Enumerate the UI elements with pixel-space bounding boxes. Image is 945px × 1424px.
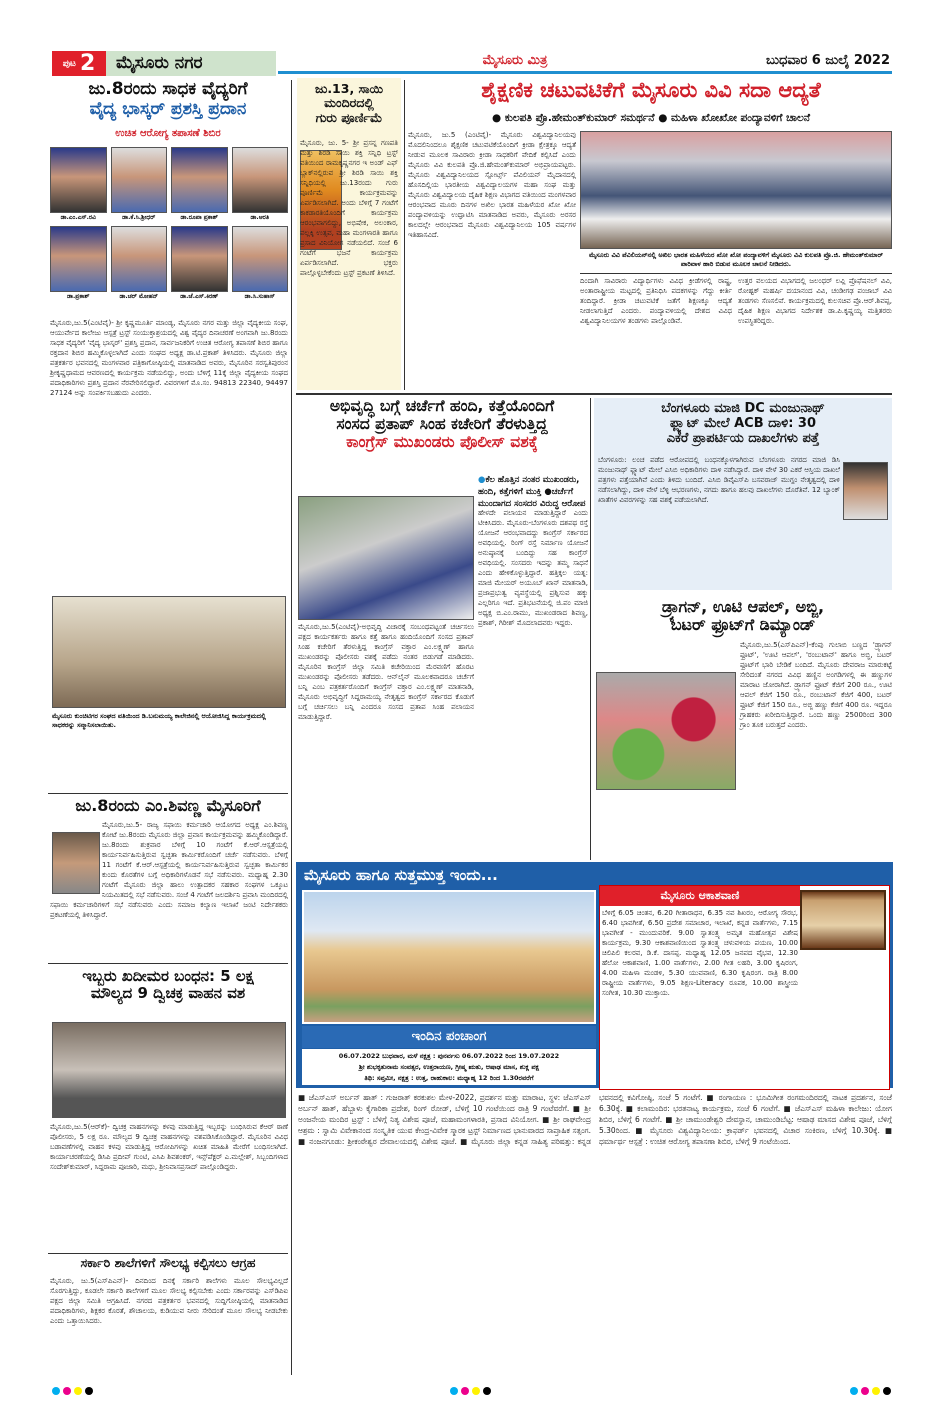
subhead-1: ಕುಲಪತಿ ಪ್ರೊ.ಹೇಮಂತ್‌ಕುಮಾರ್ ಸಮರ್ಥನೆ	[504, 112, 655, 124]
radio-icon	[800, 890, 886, 950]
radio-schedule-cont	[602, 955, 888, 1087]
doctor-portrait	[50, 226, 107, 302]
panchanga-box	[302, 1049, 596, 1085]
bullet-2: ಚರ್ಚೆಗೆ ಮುಂದಾಗದ ಸಂಸದರ ವಿರುದ್ಧ ಆರೋಪ	[478, 487, 586, 509]
congress-headline	[296, 398, 588, 451]
acb-body: ಬೆಂಗಳೂರು: ಲಂಚ ಪಡೆದ ಆರೋಪದಲ್ಲಿ ಬಂಧನಕ್ಕೊಳಗಾಗಿರುವ ಬೆಂಗಳೂರು ನಗರದ ಮಾಜಿ ಡಿಸಿ ಮಂಜುನಾಥ್ ಫ್ಲ್ಯಾಟ್ ಮೇಲೆ ಎಸಿಬಿ ಅಧಿಕಾರಿಗಳು ದಾಳಿ ನಡೆಸಿದ್ದಾರೆ. ದಾಳಿ ವೇಳೆ 30 ಎಕರೆ ಆಸ್ತಿಯ ದಾಖಲೆ ಪತ್ರಗಳು ಪತ್ತೆಯಾಗಿವೆ ಎಂದು ತಿಳಿದು ಬಂದಿದೆ. ಎಸಿಬಿ ಡಿವೈಎಸ್‌ಪಿ ಬಸವರಾಜ್ ಮುಗ್ದಂ ನೇತೃತ್ವದಲ್ಲಿ ದಾಳಿ ನಡೆಸಲಾಗಿದ್ದು, ದಾಳಿ ವೇಳೆ ಬೆಳ್ಳಿ ಆಭರಣಗಳು, ನಗದು ಹಾಗೂ ಹಲವು ದಾಖಲೆಗಳು ದೊರೆತಿವೆ. 12 ಬ್ಯಾಂಕ್ ಖಾತೆಗಳ ವಿವರಗಳನ್ನು ಸಹ ವಶಕ್ಕೆ ಪಡೆಯಲಾಗಿದೆ.	[598, 456, 840, 504]
headline-line: ಡ್ರ್ಯಾಗನ್, ಊಟಿ ಆಪಲ್, ಅಬ್ಜಿ,	[661, 597, 825, 616]
portrait-photo	[111, 226, 168, 292]
lead-body-1: ಮೈಸೂರು, ಜು.5 (ಎಂಟಿವೈ)- ಮೈಸೂರು ವಿಶ್ವವಿದ್ಯಾನಿಲಯವು ಮೊದಲಿನಿಂದಲೂ ಶೈಕ್ಷಣಿಕ ಚಟುವಟಿಕೆಯೊಂದಿಗೆ ಕ್ರೀಡಾ ಕ್ಷೇತ್ರಕ್ಕೂ ಆದ್ಯತೆ ನೀಡುವ ಮೂಲಕ ಸಾವಿರಾರು ಕ್ರೀಡಾ ಸಾಧಕರಿಗೆ ವೇದಿಕೆ ಕಲ್ಪಿಸಿದೆ ಎಂದು ಮೈಸೂರು ವಿವಿ ಕುಲಪತಿ ಪ್ರೊ.ಜಿ.ಹೇಮಂತ್‌ಕುಮಾರ್ ಅಭಿಪ್ರಾಯಪಟ್ಟರು. ಮೈಸೂರು ವಿಶ್ವವಿದ್ಯಾನಿಲಯದ ಸ್ಪೋರ್ಟ್ಸ್ ಪೆವಿಲಿಯನ್ ಮೈದಾನದಲ್ಲಿ ಹೊಸದಿಲ್ಲಿಯ ಭಾರತೀಯ ವಿಶ್ವವಿದ್ಯಾಲಯಗಳ ಮಹಾ ಸಂಘ ಮತ್ತು ಮೈಸೂರು ವಿಶ್ವವಿದ್ಯಾಲಯ ದೈಹಿಕ ಶಿಕ್ಷಣ ವಿಭಾಗದ ವತಿಯಿಂದ ಮಂಗಳವಾರ ಆರಂಭವಾದ ಮೂರು ದಿನಗಳ ಅಖಿಲ ಭಾರತ ಮಹಿಳೆಯರ ಖೋ ಖೋ ಪಂದ್ಯಾವಳಿಯನ್ನು ಉದ್ಘಾಟಿಸಿ ಮಾತನಾಡಿದ ಅವರು, ಮೈಸೂರು ಅರಸರ ಕಾಲದಲ್ಲೇ ಆರಂಭವಾದ ಮೈಸೂರು ವಿಶ್ವವಿದ್ಯಾನಿಲಯ 105 ವರ್ಷಗಳ ಇತಿಹಾಸವಿದೆ.	[408, 131, 576, 239]
portrait-photo	[111, 147, 168, 213]
portrait-name: ಡಾ.ಪ್ರಕಾಶ್	[67, 293, 90, 300]
page-number-badge	[52, 51, 106, 76]
felicitation-photo	[52, 596, 286, 708]
doctor-award-subhead: ಉಚಿತ ಆರೋಗ್ಯ ತಪಾಸಣೆ ಶಿಬಿರ	[115, 128, 221, 139]
vehicle-theft-headline	[48, 968, 288, 1003]
events-listing: ■ ಜೆಎಸ್‌ಎಸ್ ಅರ್ಬನ್ ಹಾತ್ : ಗುಜರಾತ್ ಕರಕುಶಲ ಮೇಳ-2022, ಪ್ರದರ್ಶನ ಮತ್ತು ಮಾರಾಟ, ಸ್ಥಳ: ಜೆಎಸ್‌ಎಸ್ ಅರ್ಬನ್ ಹಾತ್, ಹೆಬ್ಬಾಳು ಕೈಗಾರಿಕಾ ಪ್ರದೇಶ, ರಿಂಗ್ ರೋಡ್, ಬೆಳಿಗ್ಗೆ 10 ಗಂಟೆಯಿಂದ ರಾತ್ರಿ 9 ಗಂಟೆವರೆಗೆ. ■ ಶ್ರೀ ಅಂಜನೇಯ ಮಂದಿರ ಟ್ರಸ್ಟ್ : ಬೆಳಿಗ್ಗೆ ನಿತ್ಯ ವಿಶೇಷ ಪೂಜೆ, ಮಹಾಮಂಗಳಾರತಿ, ಪ್ರಸಾದ ವಿನಿಯೋಗ. ■ ಶ್ರೀ ರಾಘವೇಂದ್ರ ಆಶ್ರಮ : ಸ್ವಾಮಿ ವಿವೇಕಾನಂದ ಸಂಸ್ಕೃತಿಕ ಯುವ ಕೇಂದ್ರ-ವಿವೇಕ ಸ್ಮಾರಕ ಟ್ರಸ್ಟ್ ನಿರ್ಮಾಣದ ಭಾನುವಾರದ ಸಾಪ್ತಾಹಿಕ ಸತ್ಸಂಗ. ■ ನಂಜನಗೂಡು: ಶ್ರೀಕಂಠೇಶ್ವರ ದೇವಾಲಯದಲ್ಲಿ ವಿಶೇಷ ಪೂಜೆ. ■ ಮೈಸೂರು ಜಿಲ್ಲಾ ಕನ್ನಡ ಸಾಹಿತ್ಯ ಪರಿಷತ್ತು: ಕನ್ನಡ ಭವನದಲ್ಲಿ ಕವಿಗೋಷ್ಠಿ, ಸಂಜೆ 5 ಗಂಟೆಗೆ. ■ ರಂಗಾಯಣ : ಭೂಮಿಗೀತ ರಂಗಮಂದಿರದಲ್ಲಿ ನಾಟಕ ಪ್ರದರ್ಶನ, ಸಂಜೆ 6.30ಕ್ಕೆ. ■ ಕಲಾಮಂದಿರ: ಭರತನಾಟ್ಯ ಕಾರ್ಯಕ್ರಮ, ಸಂಜೆ 6 ಗಂಟೆಗೆ. ■ ಜೆಎಸ್‌ಎಸ್ ಮಹಿಳಾ ಕಾಲೇಜು: ಯೋಗ ಶಿಬಿರ, ಬೆಳಿಗ್ಗೆ 6 ಗಂಟೆಗೆ. ■ ಶ್ರೀ ಚಾಮುಂಡೇಶ್ವರಿ ದೇವಸ್ಥಾನ, ಚಾಮುಂಡಿಬೆಟ್ಟ: ಆಷಾಢ ಮಾಸದ ವಿಶೇಷ ಪೂಜೆ, ಬೆಳಿಗ್ಗೆ 5.30ರಿಂದ. ■ ಮೈಸೂರು ವಿಶ್ವವಿದ್ಯಾನಿಲಯ: ಕ್ರಾಫರ್ಡ್ ಭವನದಲ್ಲಿ ವಿಚಾರ ಸಂಕಿರಣ, ಬೆಳಿಗ್ಗೆ 10.30ಕ್ಕೆ. ■ ಧರ್ಮಾರ್ಥ ಆಸ್ಪತ್ರೆ : ಉಚಿತ ಆರೋಗ್ಯ ತಪಾಸಣಾ ಶಿಬಿರ, ಬೆಳಿಗ್ಗೆ 9 ಗಂಟೆಯಿಂದ.	[298, 1093, 892, 1146]
doctor-portrait	[232, 226, 289, 302]
police-detain-photo	[298, 496, 474, 620]
congress-bullets: ●ಕೆಲ ಹೊತ್ತಿನ ನಂತರ ಮುಖಂಡರು, ಹಂದಿ, ಕತ್ತೆಗಳಿಗೆ ಮುಕ್ತಿ ●ಚರ್ಚೆಗೆ ಮುಂದಾಗದ ಸಂಸದರ ವಿರುದ್ಧ ಆರೋಪ	[478, 475, 586, 509]
fruit-headline	[594, 598, 892, 635]
headline-line: ಅಭಿವೃದ್ಧಿ ಬಗ್ಗೆ ಚರ್ಚೆಗೆ ಹಂದಿ, ಕತ್ತೆಯೊಂದಿಗೆ	[329, 397, 555, 415]
doctor-portrait	[171, 147, 228, 223]
column-divider	[291, 80, 292, 1375]
portrait-photo	[171, 226, 228, 292]
panchanga-line: ತಿಥಿ: ಸಪ್ತಮೀ, ನಕ್ಷತ್ರ : ಉತ್ತ, ರಾಹುಕಾಲ: ಮಧ್ಯಾಹ್ನ 12 ರಿಂದ 1.30ರವರೆಗೆ	[364, 1074, 534, 1082]
portrait-photo	[50, 226, 107, 292]
portrait-name: ಡಾ.ಕೆ.ಸಿ.ಶ್ರೀಧರ್	[122, 214, 156, 221]
headline-line: ಫ್ಲ್ಯಾಟ್ ಮೇಲೆ ACB ದಾಳಿ: 30	[669, 415, 817, 431]
lead-headline: ಶೈಕ್ಷಣಿಕ ಚಟುವಟಿಕೆಗೆ ಮೈಸೂರು ವಿವಿ ಸದಾ ಆದ್ಯತೆ	[481, 78, 821, 102]
felicitation-caption: ಮೈಸೂರು ಕುಂಚಿಟಿಗರ ಸಂಘದ ವತಿಯಿಂದ ಡಿ.ಬನುಮಯ್ಯ ಕಾಲೇಜಿನಲ್ಲಿ ಆಯೋಜಿಸಿದ್ದ ಕಾರ್ಯಕ್ರಮದಲ್ಲಿ ಸಾಧಕರನ್ನು ಸನ್ಮಾನಿಸಲಾಯಿತು.	[52, 712, 266, 729]
portrait-name: ಡಾ.ರೂಪಾ ಪ್ರಕಾಶ್	[180, 214, 218, 221]
radio-title: ಮೈಸೂರು ಆಕಾಶವಾಣಿ	[600, 886, 800, 906]
portrait-photo	[232, 226, 289, 292]
headline-line: ಬೆಂಗಳೂರು ಮಾಜಿ DC ಮಂಜುನಾಥ್	[661, 401, 825, 416]
headline-line: ಜು.13, ಸಾಯಿ	[314, 81, 384, 96]
photo-spacer	[596, 640, 740, 792]
acb-headline	[594, 402, 892, 447]
congress-body-2: ಹೇಳದೇ ಪಲಾಯನ ಮಾಡುತ್ತಿದ್ದಾರೆ ಎಂದು ಟೀಕಿಸಿದರು. ಮೈಸೂರು-ಬೆಂಗಳೂರು ದಶಪಥ ರಸ್ತೆ ಯೋಜನೆ ಆರಂಭವಾದದ್ದು ಕಾಂಗ್ರೆಸ್ ಸರ್ಕಾರದ ಅವಧಿಯಲ್ಲಿ. ರಿಂಗ್ ರಸ್ತೆ ನಿರ್ಮಾಣ ಯೋಜನೆ ಅನುಷ್ಠಾನಕ್ಕೆ ಬಂದಿದ್ದು ಸಹ ಕಾಂಗ್ರೆಸ್ ಅವಧಿಯಲ್ಲಿ. ಸಂಸದರು ಇದನ್ನು ತಮ್ಮ ಸಾಧನೆ ಎಂದು ಹೇಳಿಕೊಳ್ಳುತ್ತಿದ್ದಾರೆ. ಹತ್ತಿಕ್ಕಲ ಯತ್ನ: ಮಾಜಿ ಮೇಯರ್ ಅಯೂಬ್ ಖಾನ್ ಮಾತನಾಡಿ, ಪ್ರಜಾಪ್ರಭುತ್ವ ವ್ಯವಸ್ಥೆಯಲ್ಲಿ ಪ್ರಶ್ನಿಸುವ ಹಕ್ಕು ಎಲ್ಲರಿಗೂ ಇದೆ. ಪ್ರತಿಭಟನೆಯಲ್ಲಿ ಜಿ.ಪಂ ಮಾಜಿ ಅಧ್ಯಕ್ಷ ಬಿ.ಎಂ.ರಾಮು, ಮುಖಂಡರಾದ ಶಿವಣ್ಣ, ಪ್ರಕಾಶ್, ಗಿರೀಶ್ ಮೊದಲಾದವರು ಇದ್ದರು.	[478, 509, 588, 627]
lead-body-3: ಉತ್ತರ ವಲಯದ ವಿಭಾಗದಲ್ಲಿ ಜಲಂಧರ್ ಲವ್ಲಿ ಪ್ರೊಫೆಷನಲ್ ವಿವಿ, ರೋಹ್ಟಕ್ ಮಹರ್ಷಿ ದಯಾನಂದ ವಿವಿ, ಚಂಡೀಗಢ ಪಂಜಾಬ್ ವಿವಿ ತಂಡಗಳು ಸೆಣಸಲಿವೆ. ಕಾರ್ಯಕ್ರಮದಲ್ಲಿ ಕುಲಸಚಿವ ಪ್ರೊ.ಆರ್.ಶಿವಪ್ಪ, ದೈಹಿಕ ಶಿಕ್ಷಣ ವಿಭಾಗದ ನಿರ್ದೇಶಕ ಡಾ.ಪಿ.ಕೃಷ್ಣಯ್ಯ ಮತ್ತಿತರರು ಉಪಸ್ಥಿತರಿದ್ದರು.	[738, 277, 892, 325]
doctor-portrait	[111, 226, 168, 302]
divider	[48, 963, 288, 964]
doctor-portrait	[111, 147, 168, 223]
headline-line: ಕಾಂಗ್ರೆಸ್ ಮುಖಂಡರು ಪೊಲೀಸ್ ವಶಕ್ಕೆ	[346, 432, 538, 451]
portrait-photo	[171, 147, 228, 213]
shivanna-body: ಮೈಸೂರು,ಜು.5- ರಾಜ್ಯ ಸಫಾಯಿ ಕರ್ಮಚಾರಿ ಆಯೋಗದ ಅಧ್ಯಕ್ಷ ಎಂ.ಶಿವಣ್ಣ ಕೋಟೆ ಜು.8ರಂದು ಮೈಸೂರು ಜಿಲ್ಲಾ ಪ್ರವಾಸ ಕಾರ್ಯಕ್ರಮವನ್ನು ಹಮ್ಮಿಕೊಂಡಿದ್ದಾರೆ. ಜು.8ರಂದು ಶುಕ್ರವಾರ ಬೆಳಿಗ್ಗೆ 10 ಗಂಟೆಗೆ ಕೆ.ಆರ್.ಆಸ್ಪತ್ರೆಯಲ್ಲಿ ಕಾರ್ಯನಿರ್ವಹಿಸುತ್ತಿರುವ ಸ್ವಚ್ಛತಾ ಕಾರ್ಮಿಕರೊಂದಿಗೆ ಚರ್ಚೆ ನಡೆಸುವರು. ಬೆಳಿಗ್ಗೆ 11 ಗಂಟೆಗೆ ಕೆ.ಆರ್.ಆಸ್ಪತ್ರೆಯಲ್ಲಿ ಕಾರ್ಯನಿರ್ವಹಿಸುತ್ತಿರುವ ಸ್ವಚ್ಛತಾ ಕಾರ್ಮಿಕರ ಕುಂದು ಕೊರತೆಗಳ ಬಗ್ಗೆ ಅಧಿಕಾರಿಗಳೊಡನೆ ಸಭೆ ನಡೆಸುವರು. ಮಧ್ಯಾಹ್ನ 2.30 ಗಂಟೆಗೆ ಮೈಸೂರು ಜಿಲ್ಲಾ ಹಾಲು ಉತ್ಪಾದಕರ ಸಹಕಾರ ಸಂಘಗಳ ಒಕ್ಕೂಟ ನಿಯಮಿತದಲ್ಲಿ ಸಭೆ ನಡೆಸುವರು. ಸಂಜೆ 4 ಗಂಟೆಗೆ ಜಲದರ್ಶಿನಿ ಪ್ರವಾಸಿ ಮಂದಿರದಲ್ಲಿ ಸಫಾಯಿ ಕರ್ಮಚಾರಿಗಳಿಗೆ ಸಭೆ ನಡೆಸುವರು ಎಂದು ಸಮಾಜ ಕಲ್ಯಾಣ ಇಲಾಖೆ ಜಂಟಿ ನಿರ್ದೇಶಕರು ಪ್ರಕಟಣೆಯಲ್ಲಿ ತಿಳಿಸಿದ್ದಾರೆ.	[50, 821, 288, 919]
headline-line: ಮಂದಿರದಲ್ಲಿ	[324, 95, 374, 111]
page-number: 2	[79, 51, 96, 76]
panchanga-line: 06.07.2022 ಬುಧವಾರ, ಮಳೆ ನಕ್ಷತ್ರ : ಪುನರ್ವಸು 06.07.2022 ರಿಂದ 19.07.2022	[338, 1052, 560, 1060]
khokho-inauguration-photo	[580, 131, 892, 249]
portrait-photo	[232, 147, 289, 213]
portrait-name: ಡಾ.ಸಿ.ಸುಹಾಸ್	[244, 293, 275, 300]
mysore-palace-photo	[302, 890, 596, 1024]
sai-headline	[297, 82, 401, 125]
section-title: ಮೈಸೂರು ನಗರ	[106, 51, 276, 76]
doctor-portrait	[232, 147, 289, 223]
govt-school-body: ಮೈಸೂರು, ಜು.5(ಎಸ್‌ಪಿಎನ್)- ದಿನದಿಂದ ದಿನಕ್ಕೆ ಸರ್ಕಾರಿ ಶಾಲೆಗಳು ಮೂಲ ಸೌಲಭ್ಯವಿಲ್ಲದೆ ಸೊರಗುತ್ತಿದ್ದು, ಕೂಡಲೇ ಸರ್ಕಾರಿ ಶಾಲೆಗಳಿಗೆ ಮೂಲ ಸೌಲಭ್ಯ ಕಲ್ಪಿಸಬೇಕು ಎಂದು ಸರ್ಕಾರವನ್ನು ಎಸ್‌ಡಿಪಿಐ ಪಕ್ಷದ ಜಿಲ್ಲಾ ಸಮಿತಿ ಆಗ್ರಹಿಸಿದೆ. ನಗರದ ಪತ್ರಕರ್ತರ ಭವನದಲ್ಲಿ ಸುದ್ದಿಗೋಷ್ಠಿಯಲ್ಲಿ ಮಾತನಾಡಿದ ಪದಾಧಿಕಾರಿಗಳು, ಶಿಕ್ಷಕರ ಕೊರತೆ, ಶೌಚಾಲಯ, ಕುಡಿಯುವ ನೀರು ಸೇರಿದಂತೆ ಮೂಲ ಸೌಲಭ್ಯ ನೀಡಬೇಕು ಎಂದು ಒತ್ತಾಯಿಸಿದರು.	[50, 1277, 288, 1325]
lead-body-2: ದಿಂದಾಗಿ ಸಾವಿರಾರು ವಿದ್ಯಾರ್ಥಿಗಳು ವಿವಿಧ ಕ್ರೀಡೆಗಳಲ್ಲಿ ರಾಷ್ಟ್ರ, ಅಂತಾರಾಷ್ಟ್ರೀಯ ಮಟ್ಟದಲ್ಲಿ ಪ್ರತಿನಿಧಿಸಿ ಪದಕಗಳನ್ನು ಗೆದ್ದು ಕೀರ್ತಿ ತಂದಿದ್ದಾರೆ. ಕ್ರೀಡಾ ಚಟುವಟಿಕೆ ಜತೆಗೆ ಶಿಕ್ಷಣಕ್ಕೂ ಆದ್ಯತೆ ನೀಡಲಾಗುತ್ತಿದೆ ಎಂದರು. ಪಂದ್ಯಾವಳಿಯಲ್ಲಿ ದೇಶದ ವಿವಿಧ ವಿಶ್ವವಿದ್ಯಾನಿಲಯಗಳ ತಂಡಗಳು ಪಾಲ್ಗೊಂಡಿವೆ.	[580, 277, 732, 325]
lead-caption: ಮೈಸೂರು ವಿವಿ ಪೆವಿಲಿಯನ್‌ನಲ್ಲಿ ಅಖಿಲ ಭಾರತ ಮಹಿಳೆಯರ ಖೋ ಖೋ ಪಂದ್ಯಾವಳಿಗೆ ಮೈಸೂರು ವಿವಿ ಕುಲಪತಿ ಪ್ರೊ.ಜಿ. ಹೇಮಂತ್‌ಕುಮಾರ್ ಪಾರಿವಾಳ ಹಾರಿ ಬಿಡುವ ಮೂಲಕ ಚಾಲನೆ ನೀಡಿದರು.	[588, 251, 884, 268]
sai-body: ಮೈಸೂರು, ಜು. 5- ಶ್ರೀ ಪ್ರಸನ್ನ ಗಣಪತಿ ಮತ್ತು ಶಿರಡಿ ಸಾಯಿ ಶಕ್ತಿ ಸನ್ನಿಧಿ ಟ್ರಸ್ಟ್ ವತಿಯಿಂದ ರಾಮಕೃಷ್ಣನಗರ ಇ ಅಂಡ್ ಎಫ್ ಬ್ಲಾಕ್‌ನಲ್ಲಿರುವ ಶ್ರೀ ಶಿರಡಿ ಸಾಯಿ ಶಕ್ತಿ ಸನ್ನಿಧಿಯಲ್ಲಿ ಜು.13ರಂದು ಗುರು ಪೂರ್ಣಿಮೆ ಕಾರ್ಯಕ್ರಮವನ್ನು ಏರ್ಪಡಿಸಲಾಗಿದೆ. ಅಂದು ಬೆಳಿಗ್ಗೆ 7 ಗಂಟೆಗೆ ಕಾಕಡಾರತಿಯೊಂದಿಗೆ ಕಾರ್ಯಕ್ರಮ ಆರಂಭವಾಗಲಿದ್ದು, ಅಭಿಷೇಕ, ಅಲಂಕಾರ, ಪಲ್ಲಕ್ಕಿ ಉತ್ಸವ, ಮಹಾ ಮಂಗಳಾರತಿ ಹಾಗೂ ಪ್ರಸಾದ ವಿನಿಯೋಗ ನಡೆಯಲಿದೆ. ಸಂಜೆ 6 ಗಂಟೆಗೆ ಭಜನೆ ಕಾರ್ಯಕ್ರಮ ಏರ್ಪಡಿಸಲಾಗಿದೆ. ಭಕ್ತರು ಪಾಲ್ಗೊಳ್ಳಬೇಕೆಂದು ಟ್ರಸ್ಟ್ ಪ್ರಕಟಣೆ ತಿಳಿಸಿದೆ.	[300, 139, 398, 277]
bullet-1: ಕೆಲ ಹೊತ್ತಿನ ನಂತರ ಮುಖಂಡರು, ಹಂದಿ, ಕತ್ತೆಗಳಿಗೆ ಮುಕ್ತಿ	[478, 475, 580, 497]
column-divider	[590, 398, 591, 860]
portrait-name: ಡಾ.ಆರತಿ	[250, 214, 270, 221]
subhead-2: ಮಹಿಳಾ ಖೋಖೋ ಪಂದ್ಯಾವಳಿಗೆ ಚಾಲನೆ	[671, 112, 811, 124]
headline-line: ಬಟರ್ ಫ್ರೂಟ್‌ಗೆ ಡಿಮ್ಯಾಂಡ್	[670, 615, 816, 635]
shivanna-headline: ಜು.8ರಂದು ಎಂ.ಶಿವಣ್ಣ ಮೈಸೂರಿಗೆ	[75, 796, 261, 815]
seized-vehicles-photo	[52, 1022, 286, 1118]
lead-subheads: ● ಕುಲಪತಿ ಪ್ರೊ.ಹೇಮಂತ್‌ಕುಮಾರ್ ಸಮರ್ಥನೆ ● ಮಹಿಳಾ ಖೋಖೋ ಪಂದ್ಯಾವಳಿಗೆ ಚಾಲನೆ	[491, 112, 811, 124]
photo-spacer	[50, 820, 102, 896]
portrait-name: ಡಾ.ಚರ್ ಮೋಹನ್	[119, 293, 159, 300]
doctor-portraits	[50, 147, 288, 302]
congress-body-1: ಮೈಸೂರು,ಜು.5(ಎಂಟಿವೈ)-ಅಭಿವೃದ್ಧಿ ವಿಚಾರಕ್ಕೆ ಸಂಬಂಧಪಟ್ಟಂತೆ ಚರ್ಚಿಸಲು ಪಕ್ಷದ ಕಾರ್ಯಕರ್ತರು ಹಾಗೂ ಕತ್ತೆ ಹಾಗೂ ಹಂದಿಯೊಂದಿಗೆ ಸಂಸದ ಪ್ರತಾಪ್ ಸಿಂಹ ಕಚೇರಿಗೆ ತೆರಳುತ್ತಿದ್ದ ಕಾಂಗ್ರೆಸ್ ವಕ್ತಾರ ಎಂ.ಲಕ್ಷ್ಮಣ್ ಹಾಗೂ ಮುಖಂಡರನ್ನು ಪೊಲೀಸರು ವಶಕ್ಕೆ ಪಡೆದು ನಂತರ ಬಿಡುಗಡೆ ಮಾಡಿದರು. ಮೈಸೂರಿನ ಕಾಂಗ್ರೆಸ್ ಜಿಲ್ಲಾ ಸಮಿತಿ ಕಚೇರಿಯಿಂದ ಮೆರವಣಿಗೆ ಹೊರಟ ಮುಖಂಡರನ್ನು ಪೊಲೀಸರು ತಡೆದರು. ಆನ್‌ಲೈನ್ ಮೂಲಕವಾದರೂ ಚರ್ಚೆಗೆ ಬನ್ನಿ ಎಂಬ ಪತ್ರಕರ್ತರೊಂದಿಗೆ ಕಾಂಗ್ರೆಸ್ ವಕ್ತಾರ ಎಂ.ಲಕ್ಷ್ಮಣ್ ಮಾತನಾಡಿ, ಮೈಸೂರು ಅಭಿವೃದ್ಧಿಗೆ ಸಿದ್ದರಾಮಯ್ಯ ನೇತೃತ್ವದ ಕಾಂಗ್ರೆಸ್ ಸರ್ಕಾರದ ಕೊಡುಗೆ ಬಗ್ಗೆ ಚರ್ಚಿಸಲು ಬನ್ನಿ ಎಂದರೂ ಸಂಸದ ಪ್ರತಾಪ ಸಿಂಹ ಪಲಾಯನ ಮಾಡುತ್ತಿದ್ದಾರೆ.	[298, 623, 474, 721]
doctor-award-body: ಮೈಸೂರು,ಜು.5(ಎಂಟಿವೈ)- ಶ್ರೀ ಕೃಷ್ಣಮೂರ್ತಿ ಮಾಂಡ್ಯ, ಮೈಸೂರು ನಗರ ಮತ್ತು ಜಿಲ್ಲಾ ವೈದ್ಯಕೀಯ ಸಂಘ, ಆಯುರ್ವೇದ ಕಾಲೇಜು ಆಸ್ಪತ್ರೆ ಟ್ರಸ್ಟ್ ಸಂಯುಕ್ತಾಶ್ರಯದಲ್ಲಿ ವಿಶ್ವ ವೈದ್ಯರ ದಿನಾಚರಣೆ ಅಂಗವಾಗಿ ಜು.8ರಂದು ಸಾಧಕ ವೈದ್ಯರಿಗೆ 'ವೈದ್ಯ ಭಾಸ್ಕರ್' ಪ್ರಶಸ್ತಿ ಪ್ರದಾನ, ಸಾರ್ವಜನಿಕರಿಗೆ ಉಚಿತ ಆರೋಗ್ಯ ತಪಾಸಣೆ ಶಿಬಿರ ಹಾಗೂ ರಕ್ತದಾನ ಶಿಬಿರ ಹಮ್ಮಿಕೊಳ್ಳಲಾಗಿದೆ ಎಂದು ಸಂಘದ ಅಧ್ಯಕ್ಷ ಡಾ.ಟಿ.ಪ್ರಕಾಶ್ ತಿಳಿಸಿದರು. ಮೈಸೂರು ಜಿಲ್ಲಾ ಪತ್ರಕರ್ತರ ಭವನದಲ್ಲಿ ಮಂಗಳವಾರ ಪತ್ರಿಕಾಗೋಷ್ಠಿಯಲ್ಲಿ ಮಾತನಾಡಿದ ಅವರು, ಮೈಸೂರಿನ ಸರಸ್ವತಿಪುರಂನ ಶ್ರೀಕೃಷ್ಣಧಾಮದ ಆವರಣದಲ್ಲಿ ಕಾರ್ಯಕ್ರಮ ನಡೆಯಲಿದ್ದು, ಅಂದು ಬೆಳಿಗ್ಗೆ 11ಕ್ಕೆ ಜಿಲ್ಲಾ ವೈದ್ಯಕೀಯ ಸಂಘದ ಪದಾಧಿಕಾರಿಗಳು ಪ್ರಶಸ್ತಿ ಪ್ರದಾನ ನೆರವೇರಿಸಲಿದ್ದಾರೆ. ವಿವರಗಳಿಗೆ ಮೊ.ಸಂ. 94813 22340, 94497 27124 ಅನ್ನು ಸಂಪರ್ಕಿಸಬಹುದು ಎಂದರು.	[50, 319, 288, 397]
portrait-photo	[50, 147, 107, 213]
portrait-name: ಡಾ.ಎಂ.ಎಸ್.ರವಿ	[60, 214, 96, 221]
panchanga-line: ಶ್ರೀ ಶುಭಕೃತುನಾಮ ಸಂವತ್ಸರ, ಉತ್ತರಾಯಣ, ಗ್ರೀಷ್ಮ ಋತು, ಆಷಾಢ ಮಾಸ, ಶುಕ್ಲ ಪಕ್ಷ	[358, 1063, 540, 1071]
doctor-portrait	[50, 147, 107, 223]
headline-line: ವೈದ್ಯ ಭಾಸ್ಕರ್ ಪ್ರಶಸ್ತಿ ಪ್ರದಾನ	[89, 98, 247, 119]
panchanga-title: ಇಂದಿನ ಪಂಚಾಂಗ	[302, 1026, 596, 1048]
masthead: ಮೈಸೂರು ಮಿತ್ರ	[482, 53, 548, 68]
vehicle-theft-body: ಮೈಸೂರು,ಜು.5(ಆರ್‌ಕೆ)- ದ್ವಿಚಕ್ರ ವಾಹನಗಳನ್ನು ಕಳವು ಮಾಡುತ್ತಿದ್ದ ಇಬ್ಬರನ್ನು ಬಂಧಿಸಿರುವ ಕೆಆರ್ ಠಾಣೆ ಪೊಲೀಸರು, 5 ಲಕ್ಷ ರೂ. ಮೌಲ್ಯದ 9 ದ್ವಿಚಕ್ರ ವಾಹನಗಳನ್ನು ವಶಪಡಿಸಿಕೊಂಡಿದ್ದಾರೆ. ಮೈಸೂರಿನ ವಿವಿಧ ಬಡಾವಣೆಗಳಲ್ಲಿ ವಾಹನ ಕಳವು ಮಾಡುತ್ತಿದ್ದ ಆರೋಪಿಗಳನ್ನು ಖಚಿತ ಮಾಹಿತಿ ಮೇರೆಗೆ ಬಂಧಿಸಲಾಗಿದೆ. ಕಾರ್ಯಾಚರಣೆಯಲ್ಲಿ ಡಿಸಿಪಿ ಪ್ರದೀಪ್ ಗುಂಟಿ, ಎಸಿಪಿ ಶಿವಶಂಕರ್, ಇನ್ಸ್‌ಪೆಕ್ಟರ್ ಎ.ಮಲ್ಲೇಶ್, ಸಿಬ್ಬಂದಿಗಳಾದ ಸಂದೇಶ್‌ಕುಮಾರ್, ಸಿದ್ದರಾಮ ಪೂಜಾರಿ, ಮಧು, ಶ್ರೀನಿವಾಸಪ್ರಸಾದ್ ಪಾಲ್ಗೊಂಡಿದ್ದರು.	[50, 1123, 288, 1171]
divider	[48, 793, 288, 794]
govt-school-headline: ಸರ್ಕಾರಿ ಶಾಲೆಗಳಿಗೆ ಸೌಲಭ್ಯ ಕಲ್ಪಿಸಲು ಆಗ್ರಹ	[80, 1255, 256, 1270]
divider	[48, 1253, 288, 1254]
page-label: ಪುಟ	[62, 58, 76, 69]
manjunath-portrait	[843, 462, 888, 520]
today-title: ಮೈಸೂರು ಹಾಗೂ ಸುತ್ತಮುತ್ತ ಇಂದು...	[304, 866, 498, 884]
headline-line: ಇಬ್ಬರು ಖದೀಮರ ಬಂಧನ: 5 ಲಕ್ಷ	[82, 967, 254, 985]
divider	[296, 393, 892, 395]
header-rule	[278, 71, 892, 74]
doctor-award-headline	[48, 80, 288, 119]
registration-dots-center	[450, 1380, 494, 1399]
headline-line: ಸಂಸದ ಪ್ರತಾಪ್ ಸಿಂಹ ಕಚೇರಿಗೆ ತೆರಳುತ್ತಿದ್ದ	[336, 414, 548, 433]
registration-dots-left	[52, 1380, 96, 1399]
column-divider	[404, 80, 405, 390]
portrait-name: ಡಾ.ಜೆ.ಎಸ್.ಕಿರಣ್	[180, 293, 219, 300]
headline-line: ಎಕರೆ ಪ್ರಾಪರ್ಟಿಯ ದಾಖಲೆಗಳು ಪತ್ತೆ	[666, 430, 820, 446]
radio-schedule: ಬೆಳಿಗ್ಗೆ 6.05 ಚಿಂತನ, 6.20 ಗೀತಾರಾಧನ, 6.35 ನವ ಶಿಖರಂ, ಆರೋಗ್ಯ ಸೌರಭ, 6.40 ಭಾವಗೀತೆ, 6.50 ಪ್ರದೇಶ ಸಮಾಚಾರ, ಇಲಾಖೆ, ಕನ್ನಡ ವಾರ್ತೆಗಳು, 7.15 ಭಾವಗೀತೆ - ಮುಂದುವರಿಕೆ. 9.00 ಸ್ವಾತಂತ್ರ್ಯ ಅಮೃತ ಮಹೋತ್ಸವ ವಿಶೇಷ ಕಾರ್ಯಕ್ರಮ, 9.30 ಆಕಾಶವಾಣಿಯಿಂದ ಸ್ವಾತಂತ್ರ್ಯ ಚಳುವಳಿಯ ಪಯಣ, 10.00 ಚಿಲಿಪಿಲಿ ಕಲರವ, ಡಿ.ಕೆ. ದಾಸಪ್ಪ. ಮಧ್ಯಾಹ್ನ 12.05 ಜನಪದ ವೈಭವ, 12.30 ಹೆಲೋ ಆಕಾಶವಾಣಿ, 1.00 ವಾರ್ತೆಗಳು, 2.00 ಗೀತ ಲಹರಿ, 3.00 ಕೃಷಿರಂಗ, 4.00 ಮಹಿಳಾ ಮಂಡಳಿ, 5.30 ಯುವವಾಣಿ, 6.30 ಕೃಷಿರಂಗ. ರಾತ್ರಿ 8.00 ರಾಷ್ಟ್ರೀಯ ವಾರ್ತೆಗಳು, 9.05 ಶಿಕ್ಷಣ-Literacy ರೂಪಕ, 10.00 ಶಾಸ್ತ್ರೀಯ ಸಂಗೀತ, 10.30 ಮುಕ್ತಾಯ.	[602, 909, 798, 997]
divider	[580, 273, 892, 274]
headline-line: ಜು.8ರಂದು ಸಾಧಕ ವೈದ್ಯರಿಗೆ	[88, 79, 248, 99]
fruit-body: ಮೈಸೂರು,ಜು.5(ಎಸ್‌ಪಿಎನ್)-ಕೆಂಪು ಗುಲಾಬಿ ಬಣ್ಣದ 'ಡ್ರ್ಯಾಗನ್ ಫ್ರೂಟ್', 'ಊಟಿ ಆಪಲ್', 'ರಂಬುಟಾನ್' ಹಾಗೂ ಅಬ್ಜಿ, ಬಟರ್ ಫ್ರೂಟ್‌ಗೆ ಭಾರಿ ಬೇಡಿಕೆ ಬಂದಿದೆ. ಮೈಸೂರು ದೇವರಾಜ ಮಾರುಕಟ್ಟೆ ಸೇರಿದಂತೆ ನಗರದ ವಿವಿಧ ಹಣ್ಣಿನ ಅಂಗಡಿಗಳಲ್ಲಿ ಈ ಹಣ್ಣುಗಳ ಮಾರಾಟ ಜೋರಾಗಿದೆ. ಡ್ರ್ಯಾಗನ್ ಫ್ರೂಟ್ ಕೆಜಿಗೆ 200 ರೂ., ಊಟಿ ಆಪಲ್ ಕೆಜಿಗೆ 150 ರೂ., ರಂಬುಟಾನ್ ಕೆಜಿಗೆ 400, ಬಟರ್ ಫ್ರೂಟ್ ಕೆಜಿಗೆ 150 ರೂ., ಅಬ್ಜಿ ಹಣ್ಣು ಕೆಜಿಗೆ 400 ರೂ. ಇದ್ದರೂ ಗ್ರಾಹಕರು ಖರೀದಿಸುತ್ತಿದ್ದಾರೆ. ಒಂದು ಹಣ್ಣು 2500ರಿಂದ 300 ಗ್ರಾಂ ತೂಕ ಬರುತ್ತದೆ ಎಂದರು.	[596, 640, 892, 860]
headline-line: ಗುರು ಪೂರ್ಣಿಮೆ	[315, 109, 383, 125]
issue-date: ಬುಧವಾರ 6 ಜುಲೈ 2022	[766, 53, 890, 68]
registration-dots-right	[850, 1380, 894, 1399]
doctor-portrait	[171, 226, 228, 302]
headline-line: ಮೌಲ್ಯದ 9 ದ್ವಿಚಕ್ರ ವಾಹನ ವಶ	[90, 984, 246, 1003]
